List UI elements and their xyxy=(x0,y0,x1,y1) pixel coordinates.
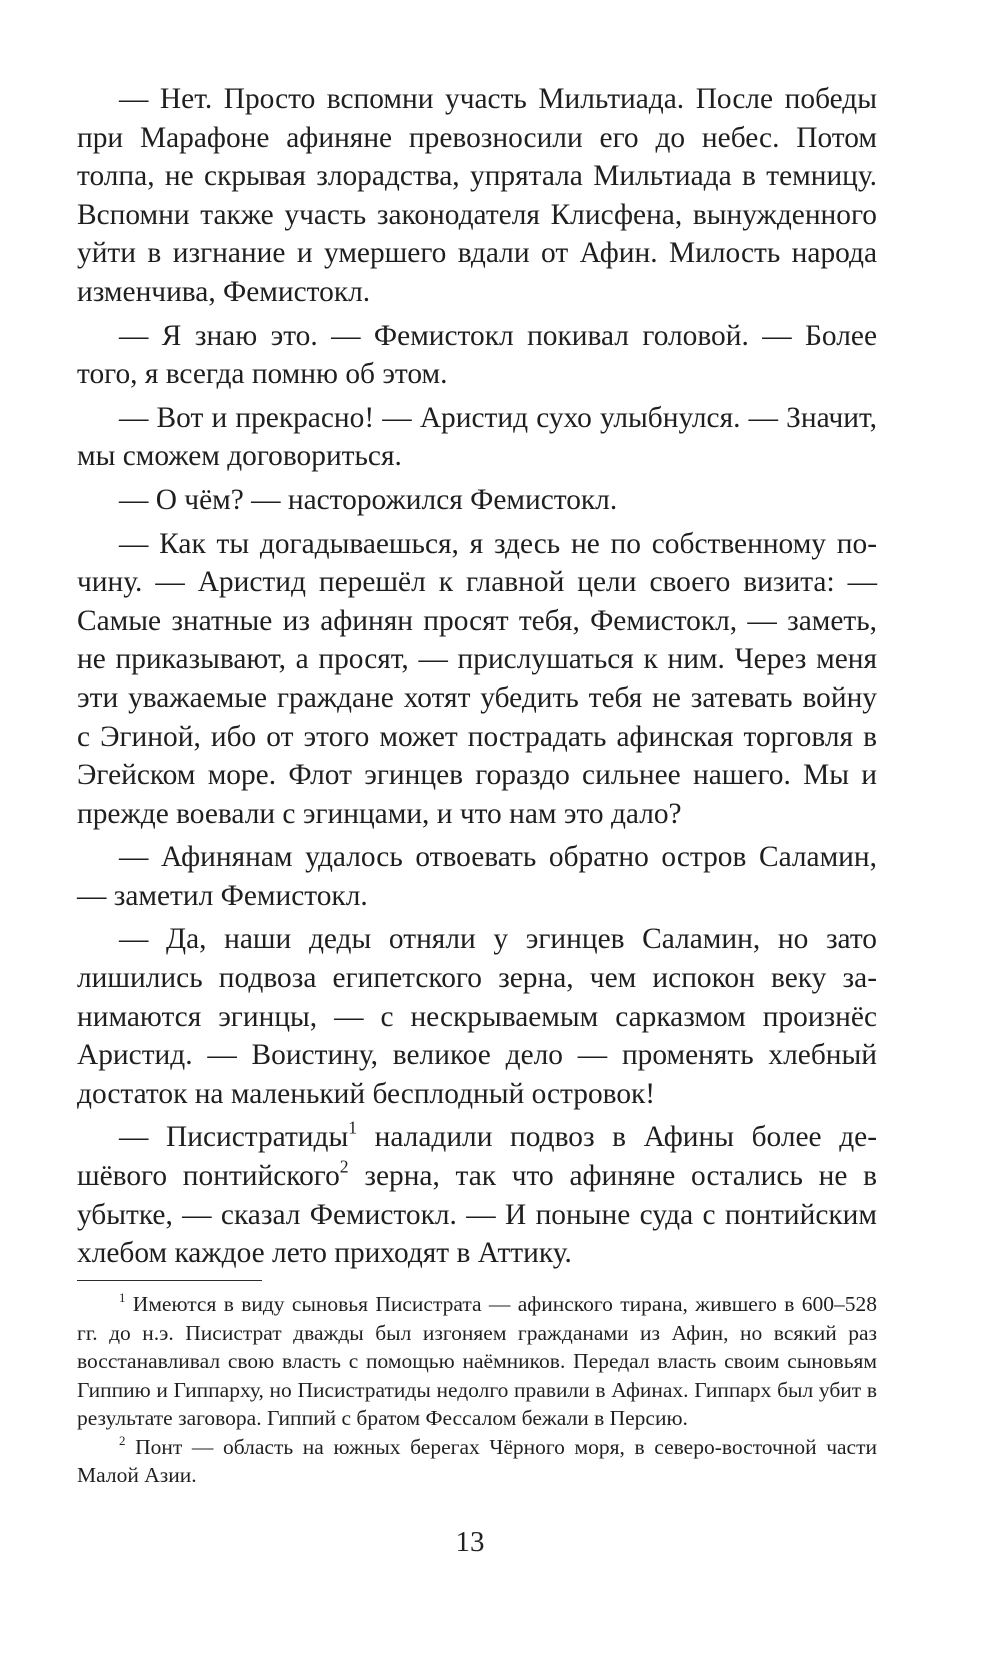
paragraph-8-part-2: наладили подвоз в Афины более дешёвого понтийского xyxy=(77,1121,877,1193)
paragraph-1: — Нет. Просто вспомни участь Мильтиада. После победы при Марафоне афиняне превозносили его до небес. Потом толпа, не скрывая злорадства, упрятала Мильтиада в темницу. Вспомни также участь законодателя Клисфена, вынужденного уйти в изгнание и умершего вдали от Афин. Милость народа изменчива, Фемистокл. xyxy=(77,83,877,308)
paragraph-2: — Я знаю это. — Фемистокл покивал головой. — Более того, я всегда помню об этом. xyxy=(77,319,877,391)
paragraph-7: — Да, наши деды отняли у эгинцев Саламин, но зато лишились подвоза египетского зерна, чем испокон веку занимаются эгинцы, — с нескрываемым сарказмом произнёс Аристид. — Воистину, великое дело — променять хлебный достаток на маленький бесплодный островок! xyxy=(77,923,877,1110)
footnote-2 xyxy=(77,1433,877,1490)
paragraph-8-part-3: зерна, так что афиняне остались не в убытке, — сказал Фемистокл. — И поныне суда с понтийским хлебом каждое лето приходят в Аттику. xyxy=(77,1160,877,1270)
footnote-divider xyxy=(77,1280,262,1281)
footnote-1 xyxy=(77,1290,877,1433)
paragraph-8 xyxy=(77,1118,877,1272)
footnote-1-text: Имеются в виду сыновья Писистрата — афинского тирана, жившего в 600–528 гг. до н.э. Писистрат дважды был изгоняем гражданами из Афин, но всякий раз восстанавливал свою власть с помощью наёмников. Передал власть своим сыновьям Гиппию и Гиппарху, но Писистратиды недолго правили в Афинах. Гиппарх был убит в результате заговора. Гиппий с братом Фессалом бежали в Персию. xyxy=(77,1292,877,1430)
footnotes xyxy=(77,1290,877,1490)
footnote-1-mark: 1 xyxy=(119,1290,126,1305)
paragraph-4: — О чём? — насторожился Фемистокл. xyxy=(119,483,618,516)
footnote-ref-1[interactable]: 1 xyxy=(348,1118,358,1139)
paragraph-5: — Как ты догадываешься, я здесь не по собственному почину. — Аристид перешёл к главной цели своего визита: — Самые знатные из афинян просят тебя, Фемистокл, — заметь, не приказывают, а просят, — прислушаться к ним. Через меня эти уважаемые граждане хотят убедить тебя не затевать войну с Эгиной, ибо от этого может пострадать афинская торговля в Эгейском море. Флот эгинцев гораздо сильнее нашего. Мы и прежде воевали с эгинцами, и что нам это дало? xyxy=(77,527,877,830)
page-number: 13 xyxy=(455,1526,485,1558)
paragraph-6: — Афинянам удалось отвоевать обратно остров Саламин, — заметил Фемистокл. xyxy=(77,841,877,912)
footnote-2-mark: 2 xyxy=(119,1433,126,1448)
paragraph-8-part-1: — Писистратиды xyxy=(119,1121,349,1154)
main-text xyxy=(77,80,877,1278)
paragraph-3: — Вот и прекрасно! — Аристид сухо улыбнулся. — Значит, мы сможем договориться. xyxy=(77,401,877,473)
footnote-ref-2[interactable]: 2 xyxy=(339,1156,349,1177)
footnote-2-text: Понт — область на южных берегах Чёрного моря, в северо-восточной части Малой Азии. xyxy=(77,1434,877,1487)
